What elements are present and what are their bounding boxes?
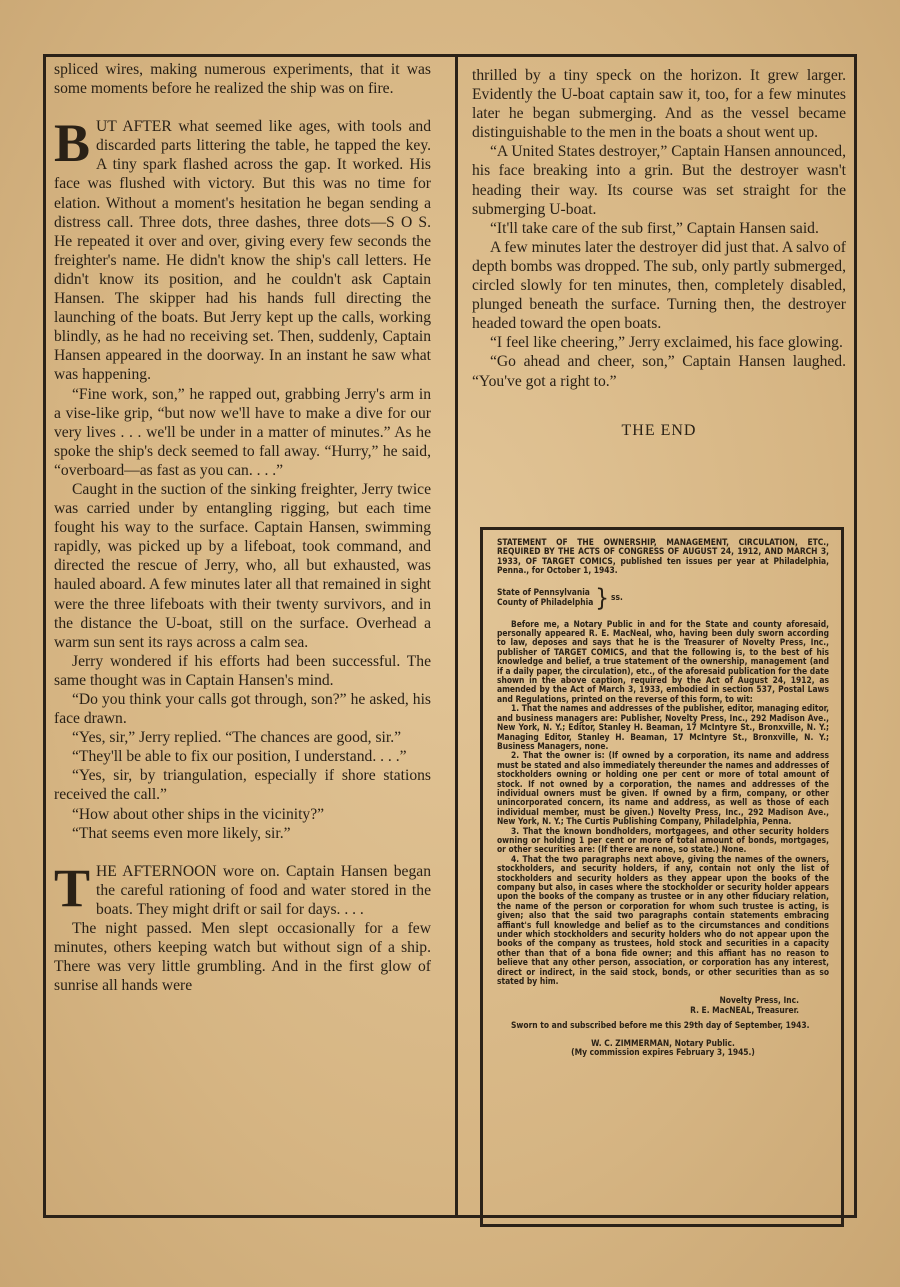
column-divider — [455, 54, 458, 1218]
paragraph: “Yes, sir,” Jerry replied. “The chances are good, sir.” — [72, 729, 402, 747]
notary-commission: (My commission expires February 3, 1945.) — [571, 1047, 755, 1058]
statement-venue — [497, 583, 829, 612]
signature-company: Novelty Press, Inc. — [719, 995, 799, 1006]
paragraph: A few minutes later the destroyer did just that. A salvo of depth bombs was dropped. The sub, only partly submerged, circled slowly for ten minutes, then, completely disabled, plunged beneath the surface. Turning then, the destroyer headed toward the open boats. — [472, 238, 846, 333]
paragraph-dropcap: BUT AFTER what seemed like ages, with tools and discarded parts littering the table, he tapped the key. A tiny spark flashed across the gap. It worked. His face was flushed with victory. But this was no time for elation. Without a moment's hesitation he began sending a distress call. Three dots, three dashes, three dots—S O S. He repeated it over and over, giving every few seconds the freighter's name. He didn't know the ship's call letters. He didn't know its position, and he couldn't ask Captain Hansen. The skipper had his hands full directing the launching of the boats. But Jerry kept up the calls, working blindly, as he had no receiving set. Then, suddenly, Captain Hansen appeared in the doorway. In an instant he saw what was happening. — [54, 113, 431, 384]
venue-ss: ss. — [611, 591, 623, 602]
signature-name: R. E. MacNEAL, Treasurer. — [690, 1004, 799, 1015]
paragraph: “Fine work, son,” he rapped out, grabbing Jerry's arm in a vise-like grip, “but now we'll have to make a dive for our very lives . . . we'll be under in a matter of minutes.” As he spoke the ship's deck seemed to fall away. “Hurry,” he said, “overboard—as fast as you can. . . .” — [54, 385, 431, 479]
paragraph: “They'll be able to fix our position, I understand. . . .” — [72, 748, 407, 766]
statement-signature — [497, 996, 829, 1015]
left-column — [54, 60, 431, 995]
paragraph: “It'll take care of the sub first,” Captain Hansen said. — [490, 219, 819, 237]
brace-icon: } — [595, 583, 610, 612]
sworn-line: Sworn to and subscribed before me this 29th day of September, 1943. — [511, 1020, 810, 1031]
statement-item-2: 2. That the owner is: (If owned by a corporation, its name and address must be stated and also immediately thereunder the names and addresses of stockholders owning or holding one per cent or more of total amount of stock. If not owned by a corporation, the names and addresses of the individual owners must be given. If owned by a firm, company, or other unincorporated concern, its name and address, as well as those of each individual member, must be given.) Novelty Press, Inc., 292 Madison Ave., New York, N. Y.; The Curtis Publishing Company, Philadelphia, Penna. — [497, 750, 829, 827]
statement-title: STATEMENT OF THE OWNERSHIP, MANAGEMENT, CIRCULATION, ETC., REQUIRED BY THE ACTS OF CONGRESS OF AUGUST 24, 1912, AND MARCH 3, 1933, OF TARGET COMICS, published ten issues per year at Philadelphia, Penna., for October 1, 1943. — [497, 537, 829, 576]
paragraph: Caught in the suction of the sinking freighter, Jerry twice was carried under by entangling rigging, but each time fought his way to the surface. Captain Hansen, swimming rapidly, was picked up by a lifeboat, took command, and directed the rescue of Jerry, who, all but exhausted, was hauled aboard. A few minutes later all that remained in sight were the three lifeboats with their twenty survivors, and in the distance the U-boat, still on the surface. Overhead a warm sun sent its rays across a calm sea. — [54, 480, 431, 651]
venue-county: County of Philadelphia — [497, 596, 594, 607]
venue-state: State of Pennsylvania — [497, 587, 590, 598]
statement-item-1: 1. That the names and addresses of the publisher, editor, managing editor, and business managers are: Publisher, Novelty Press, Inc., 292 Madison Ave., New York, N. Y.; Editor, Stanley H. Beaman, 17 McIntyre St., Bronxville, N. Y.; Managing Editor, Stanley H. Beaman, 17 McIntyre St., Bronxville, N. Y.; Business Managers, none. — [497, 703, 829, 751]
paragraph-dropcap: THE AFTERNOON wore on. Captain Hansen began the careful rationing of food and water stored in the boats. They might drift or sail for days. . . . — [54, 857, 431, 918]
paragraph: “How about other ships in the vicinity?” — [72, 805, 325, 823]
drop-cap: T — [54, 857, 91, 918]
paragraph: “That seems even more likely, sir.” — [72, 824, 291, 842]
paragraph: The night passed. Men slept occasionally for a few minutes, others keeping watch but without sign of a ship. There was very little grumbling. And in the first glow of sunrise all hands were — [54, 920, 431, 995]
ownership-statement-box — [480, 527, 844, 1227]
paragraph: spliced wires, making numerous experiments, that it was some moments before he realized the ship was on fire. — [54, 61, 431, 98]
right-column — [472, 66, 846, 440]
statement-item-3: 3. That the known bondholders, mortgagees, and other security holders owning or holding 1 per cent or more of total amount of bonds, mortgages, or other securities are: (If there are none, so state.) None. — [497, 825, 829, 855]
paragraph: Jerry wondered if his efforts had been successful. The same thought was in Captain Hansen's mind. — [54, 652, 431, 689]
statement-item-4: 4. That the two paragraphs next above, giving the names of the owners, stockholders, and security holders, if any, contain not only the list of stockholders and security holders as they appear upon the books of the company but also, in cases where the stockholder or security holder appears upon the books of the company as trustee or in any other fiduciary relation, the name of the person or corporation for whom such trustee is acting, is given; also that the said two paragraphs contain statements embracing affiant's full knowledge and belief as to the circumstances and conditions under which stockholders and security holders who do not appear upon the books of the company as trustees, hold stock and securities in a capacity other than that of a bona fide owner; and this affiant has no reason to believe that any other person, association, or corporation has any interest, direct or indirect, in the said stock, bonds, or other securities than as so stated by him. — [497, 853, 829, 987]
drop-cap: B — [54, 113, 91, 174]
paragraph: “Do you think your calls got through, son?” he asked, his face drawn. — [54, 691, 431, 728]
paragraph: “Yes, sir, by triangulation, especially if shore stations received the call.” — [54, 767, 431, 804]
paragraph: thrilled by a tiny speck on the horizon. It grew larger. Evidently the U-boat captain saw it, too, for a few minutes later he began submerging. And as the vessel became distinguishable to the men in the boats a shout went up. — [472, 67, 846, 142]
paragraph: “I feel like cheering,” Jerry exclaimed, his face glowing. — [490, 334, 843, 352]
paragraph: “Go ahead and cheer, son,” Captain Hansen laughed. “You've got a right to.” — [472, 353, 846, 390]
paragraph: “A United States destroyer,” Captain Hansen announced, his face breaking into a grin. But the destroyer wasn't heading their way. Its course was set straight for the submerging U-boat. — [472, 143, 846, 218]
notary-block — [497, 1039, 829, 1058]
statement-paragraph: Before me, a Notary Public in and for the State and county aforesaid, personally appeared R. E. MacNeal, who, having been duly sworn according to law, deposes and says that he is the Treasurer of Novelty Press, Inc., publisher of TARGET COMICS, and that the following is, to the best of his knowledge and belief, a true statement of the ownership, management (and if a daily paper, the circulation), etc., of the aforesaid publication for the date shown in the above caption, required by the Act of August 24, 1912, as amended by the Act of March 3, 1933, embodied in section 537, Postal Laws and Regulations, printed on the reverse of this form, to wit: — [497, 618, 829, 704]
notary-name: W. C. ZIMMERMAN, Notary Public. — [591, 1037, 735, 1048]
the-end-heading: THE END — [621, 421, 697, 439]
